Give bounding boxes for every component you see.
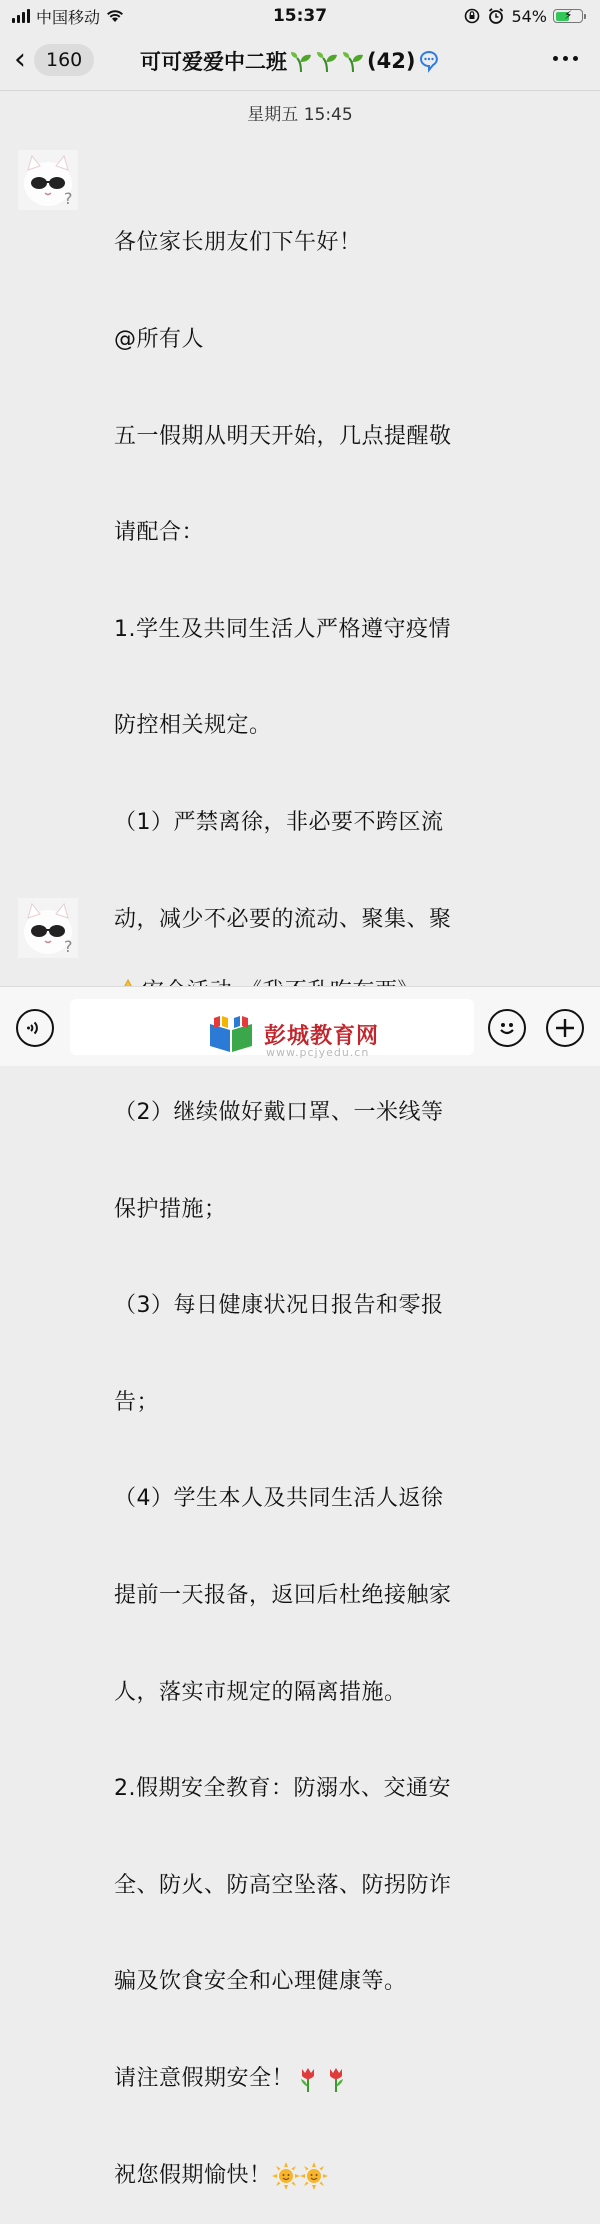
message-line-with-emoji (114, 2063, 504, 2095)
cat-avatar-icon (18, 898, 78, 958)
chat-bubble-icon (417, 49, 441, 73)
back-button[interactable] (14, 44, 94, 76)
message-line: 防控相关规定。 (114, 713, 272, 739)
status-bar (0, 0, 600, 32)
battery-icon: ⚡ (553, 9, 586, 23)
sprout-icon (341, 49, 365, 73)
chat-title[interactable] (140, 46, 441, 76)
sun-icon (272, 2162, 300, 2190)
add-button[interactable] (546, 1009, 584, 1047)
watermark-name: 彭城教育网 (264, 1023, 380, 1049)
message-timestamp: 星期五 15:45 (247, 105, 353, 125)
carrier-label: 中国移动 (36, 7, 101, 27)
orientation-lock-icon (463, 7, 481, 25)
message-line: 五一假期从明天开始，几点提醒敬 (114, 423, 452, 449)
chat-header (0, 32, 600, 90)
message-line: 请配合： (114, 520, 205, 546)
message-text-partial (114, 974, 504, 986)
voice-icon (25, 1018, 45, 1038)
message-line: （4）学生本人及共同生活人返徐 (114, 1486, 444, 1512)
watermark-logo (206, 1014, 256, 1054)
message-line: 1.学生及共同生活人严格遵守疫情 (114, 616, 451, 642)
wifi-icon (106, 9, 124, 23)
avatar[interactable] (18, 150, 78, 210)
message-line: 2.假期安全教育：防溺水、交通安 (114, 1776, 451, 1802)
message-line: 骗及饮食安全和心理健康等。 (114, 1969, 407, 1995)
unread-count-badge: 160 (34, 44, 94, 76)
message-line: 提前一天报备，返回后杜绝接触家 (114, 1582, 452, 1608)
sprout-icon (315, 49, 339, 73)
message-line: 保护措施； (114, 1196, 227, 1222)
svg-text:?: ? (64, 189, 73, 208)
message-line: 各位家长朋友们下午好！ (114, 230, 362, 256)
emoji-button[interactable] (488, 1009, 526, 1047)
chat-name: 可可爱爱中二班 (140, 50, 287, 74)
message-line: 告； (114, 1389, 160, 1415)
member-count: (42) (367, 49, 416, 73)
message-line: 祝您假期愉快！ (114, 2162, 272, 2188)
voice-input-button[interactable] (16, 1009, 54, 1047)
back-chevron-icon: ‹ (14, 42, 26, 77)
watermark (206, 1014, 380, 1059)
cat-avatar-icon (18, 150, 78, 210)
tulip-icon (322, 2065, 350, 2093)
battery-percent: 54% (511, 6, 547, 26)
header-divider (0, 90, 600, 91)
plus-icon (554, 1017, 576, 1039)
watermark-url: www.pcjyedu.cn (266, 1046, 370, 1059)
message-line: （3）每日健康状况日报告和零报 (114, 1293, 444, 1319)
message-line: 动，减少不必要的流动、聚集、聚 (114, 906, 452, 932)
smiley-icon (495, 1016, 519, 1040)
message-line: @所有人 (114, 327, 205, 353)
tulip-icon (294, 2065, 322, 2093)
message-line-with-emoji (114, 2160, 504, 2192)
avatar[interactable] (18, 898, 78, 958)
svg-text:?: ? (64, 937, 73, 956)
message-line: 全、防火、防高空坠落、防拐防诈 (114, 1872, 452, 1898)
message-line: 人，落实市规定的隔离措施。 (114, 1679, 407, 1705)
status-time: 15:37 (272, 6, 328, 26)
more-icon[interactable] (553, 56, 578, 61)
message-text (114, 163, 504, 2224)
cellular-signal-icon (12, 9, 30, 23)
message-line: 请注意假期安全！ (114, 2065, 295, 2091)
alarm-icon (487, 7, 505, 25)
message-line: （1）严禁离徐，非必要不跨区流 (114, 810, 444, 836)
sun-icon (300, 2162, 328, 2190)
sprout-icon (289, 49, 313, 73)
message-line: （2）继续做好戴口罩、一米线等 (114, 1099, 444, 1125)
